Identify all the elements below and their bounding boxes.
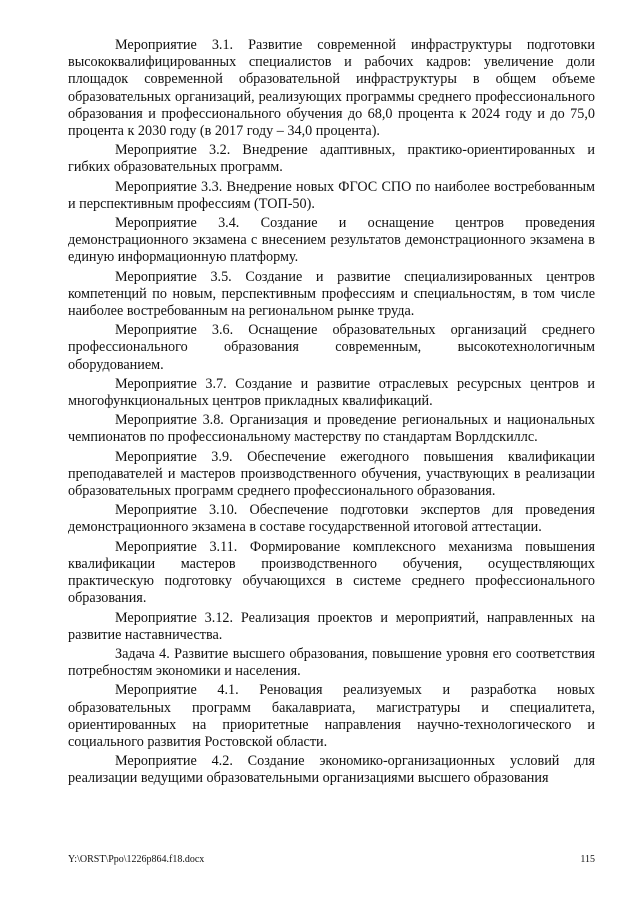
file-path: Y:\ORST\Ppo\1226p864.f18.docx bbox=[68, 854, 205, 865]
paragraph-task-4: Задача 4. Развитие высшего образования, повышение уровня его соответствия потребностям экономики и населения. bbox=[68, 645, 595, 680]
paragraph-measure-3-1: Мероприятие 3.1. Развитие современной инфраструктуры подготовки высококвалифицированных специалистов и рабочих кадров: увеличение доли площадок современной образовательной инфраструктуры в общем объеме образовательных организаций, реализующих программы среднего профессионального образования и профессионального обучения до 68,0 процента к 2024 году и до 75,0 процента к 2030 году (в 2017 году – 34,0 процента). bbox=[68, 37, 595, 140]
paragraph-measure-3-2: Мероприятие 3.2. Внедрение адаптивных, практико-ориентированных и гибких образовательных программ. bbox=[68, 142, 595, 176]
paragraph-measure-4-1: Мероприятие 4.1. Реновация реализуемых и разработка новых образовательных программ бакалавриата, магистратуры и специалитета, ориентированных на приоритетные направления научно-технологического и социального развития Ростовской области. bbox=[68, 682, 595, 750]
paragraph-measure-3-12: Мероприятие 3.12. Реализация проектов и мероприятий, направленных на развитие наставничества. bbox=[68, 609, 595, 643]
paragraph-measure-3-10: Мероприятие 3.10. Обеспечение подготовки экспертов для проведения демонстрационного экзамена в составе государственной итоговой аттестации. bbox=[68, 502, 595, 536]
paragraph-measure-3-11: Мероприятие 3.11. Формирование комплексного механизма повышения квалификации мастеров производственного обучения, осуществляющих практическую подготовку обучающихся в системе среднего профессионального образования. bbox=[68, 538, 595, 607]
paragraph-measure-3-8: Мероприятие 3.8. Организация и проведение региональных и национальных чемпионатов по профессиональному мастерству по стандартам Ворлдскиллс. bbox=[68, 412, 595, 446]
paragraph-measure-3-7: Мероприятие 3.7. Создание и развитие отраслевых ресурсных центров и многофункциональных центров прикладных квалификаций. bbox=[68, 375, 595, 410]
paragraph-measure-3-5: Мероприятие 3.5. Создание и развитие специализированных центров компетенций по новым, перспективным профессиям и специальностям, в том числе наиболее востребованным на региональном рынке труда. bbox=[68, 268, 595, 320]
page-number: 115 bbox=[580, 854, 595, 865]
paragraph-measure-3-9: Мероприятие 3.9. Обеспечение ежегодного повышения квалификации преподавателей и мастеров производственного обучения, участвующих в реализации образовательных программ среднего профессионального образования. bbox=[68, 448, 595, 500]
paragraph-measure-3-3: Мероприятие 3.3. Внедрение новых ФГОС СПО по наиболее востребованным и перспективным профессиям (ТОП-50). bbox=[68, 178, 595, 212]
paragraph-measure-3-4: Мероприятие 3.4. Создание и оснащение центров проведения демонстрационного экзамена с внесением результатов демонстрационного экзамена в единую информационную платформу. bbox=[68, 215, 595, 266]
paragraph-measure-4-2: Мероприятие 4.2. Создание экономико-организационных условий для реализации ведущими образовательными организациями высшего образования bbox=[68, 753, 595, 787]
document-body bbox=[68, 37, 595, 790]
page-footer bbox=[68, 854, 595, 865]
paragraph-measure-3-6: Мероприятие 3.6. Оснащение образовательных организаций среднего профессионального образования современным, высокотехнологичным оборудованием. bbox=[68, 322, 595, 373]
